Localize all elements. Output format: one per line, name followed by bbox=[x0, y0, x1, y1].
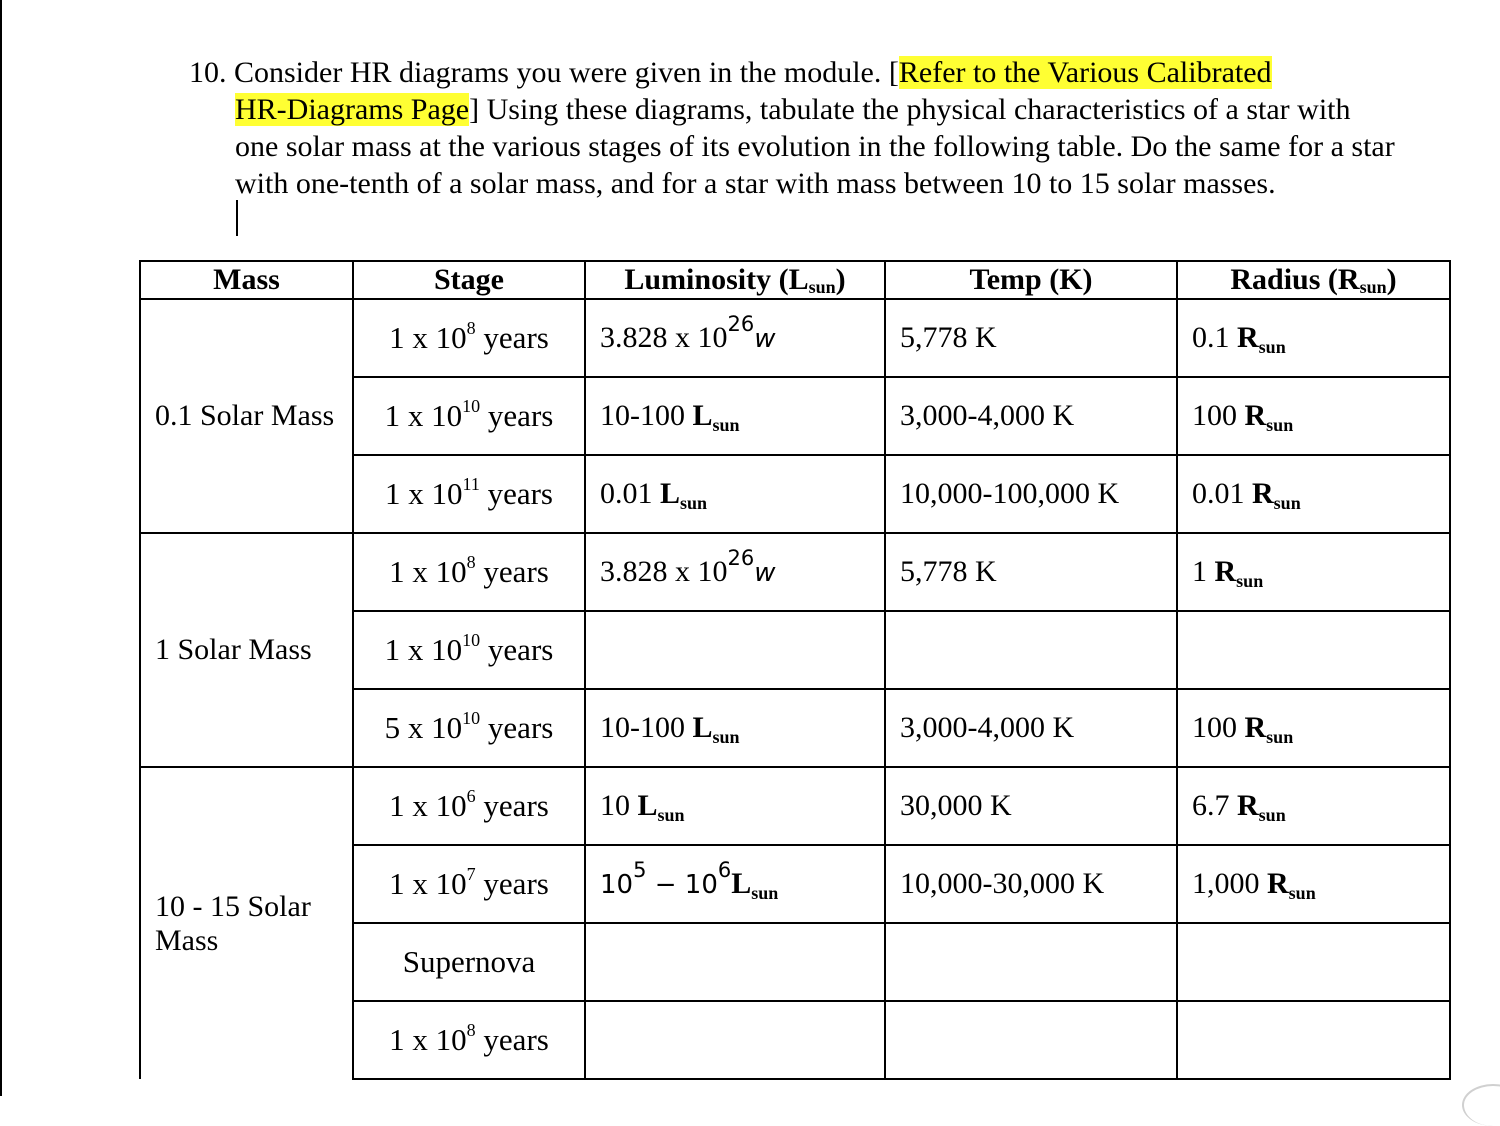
question-text bbox=[189, 54, 1489, 202]
mass-cell-0.1: 0.1 Solar Mass bbox=[140, 299, 353, 533]
luminosity-cell: 10-100 $L_{sun}$ bbox=[585, 689, 885, 767]
luminosity-cell: $10^5 - 10^6L_{sun}$ bbox=[585, 845, 885, 923]
question-line-1 bbox=[189, 54, 1489, 91]
temp-cell-empty[interactable] bbox=[885, 923, 1177, 1001]
header-radius: Radius (Rsun) bbox=[1177, 261, 1450, 299]
radius-cell-empty[interactable] bbox=[1177, 611, 1450, 689]
radius-cell: 100 $R_{sun}$ bbox=[1177, 377, 1450, 455]
temp-cell: 10,000-30,000 K bbox=[885, 845, 1177, 923]
radius-cell: 1,000 $R_{sun}$ bbox=[1177, 845, 1450, 923]
scroll-corner-arc bbox=[1462, 1084, 1500, 1126]
question-line-3: one solar mass at the various stages of its evolution in the following table. Do the same for a star bbox=[235, 130, 1395, 163]
header-luminosity: Luminosity (Lsun) bbox=[585, 261, 885, 299]
page-left-edge bbox=[0, 0, 2, 1096]
question-line-2 bbox=[189, 91, 1489, 128]
table-row bbox=[140, 767, 1450, 845]
luminosity-cell-empty[interactable] bbox=[585, 611, 885, 689]
radius-cell: 1 $R_{sun}$ bbox=[1177, 533, 1450, 611]
radius-cell: 100 $R_{sun}$ bbox=[1177, 689, 1450, 767]
temp-cell: 3,000-4,000 K bbox=[885, 689, 1177, 767]
stage-cell: 1 x $10^8$ years bbox=[353, 1001, 585, 1079]
question-text-part: ] Using these diagrams, tabulate the physical characteristics of a star with bbox=[469, 93, 1351, 126]
luminosity-cell: 3.828 x $10^{26}w$ bbox=[585, 299, 885, 377]
luminosity-cell: 10 $L_{sun}$ bbox=[585, 767, 885, 845]
table-row bbox=[140, 533, 1450, 611]
luminosity-cell: 3.828 x $10^{26}w$ bbox=[585, 533, 885, 611]
table-header-row bbox=[140, 261, 1450, 299]
temp-cell: 30,000 K bbox=[885, 767, 1177, 845]
stage-cell: 1 x $10^{10}$ years bbox=[353, 377, 585, 455]
luminosity-cell: 0.01 $L_{sun}$ bbox=[585, 455, 885, 533]
question-number: 10. bbox=[189, 56, 227, 89]
radius-cell-empty[interactable] bbox=[1177, 1001, 1450, 1079]
stage-cell: 1 x $10^{10}$ years bbox=[353, 611, 585, 689]
stage-cell: 1 x $10^{11}$ years bbox=[353, 455, 585, 533]
question-text-part: Consider HR diagrams you were given in the module. [ bbox=[234, 56, 899, 89]
radius-cell: 0.01 $R_{sun}$ bbox=[1177, 455, 1450, 533]
stage-cell: 1 x $10^7$ years bbox=[353, 845, 585, 923]
temp-cell-empty[interactable] bbox=[885, 611, 1177, 689]
radius-cell-empty[interactable] bbox=[1177, 923, 1450, 1001]
header-mass: Mass bbox=[140, 261, 353, 299]
question-line-4: with one-tenth of a solar mass, and for a star with mass between 10 to 15 solar masses. bbox=[235, 167, 1276, 200]
highlighted-reference-link[interactable]: Refer to the Various Calibrated bbox=[898, 56, 1272, 89]
stage-cell: 5 x $10^{10}$ years bbox=[353, 689, 585, 767]
temp-cell: 5,778 K bbox=[885, 533, 1177, 611]
mass-cell-10-15: 10 - 15 Solar Mass bbox=[140, 767, 353, 1079]
text-cursor bbox=[236, 200, 238, 236]
highlighted-reference-link-cont[interactable]: HR-Diagrams Page bbox=[235, 93, 470, 126]
luminosity-cell-empty[interactable] bbox=[585, 1001, 885, 1079]
stage-cell: 1 x $10^8$ years bbox=[353, 299, 585, 377]
mass-cell-1: 1 Solar Mass bbox=[140, 533, 353, 767]
stage-cell: 1 x $10^6$ years bbox=[353, 767, 585, 845]
luminosity-cell-empty[interactable] bbox=[585, 923, 885, 1001]
table-row bbox=[140, 299, 1450, 377]
temp-cell-empty[interactable] bbox=[885, 1001, 1177, 1079]
header-stage: Stage bbox=[353, 261, 585, 299]
temp-cell: 5,778 K bbox=[885, 299, 1177, 377]
temp-cell: 10,000-100,000 K bbox=[885, 455, 1177, 533]
hr-characteristics-table bbox=[139, 260, 1451, 1080]
header-temp: Temp (K) bbox=[885, 261, 1177, 299]
temp-cell: 3,000-4,000 K bbox=[885, 377, 1177, 455]
stage-cell: Supernova bbox=[353, 923, 585, 1001]
radius-cell: 6.7 $R_{sun}$ bbox=[1177, 767, 1450, 845]
luminosity-cell: 10-100 $L_{sun}$ bbox=[585, 377, 885, 455]
stage-cell: 1 x $10^8$ years bbox=[353, 533, 585, 611]
radius-cell: 0.1 $R_{sun}$ bbox=[1177, 299, 1450, 377]
